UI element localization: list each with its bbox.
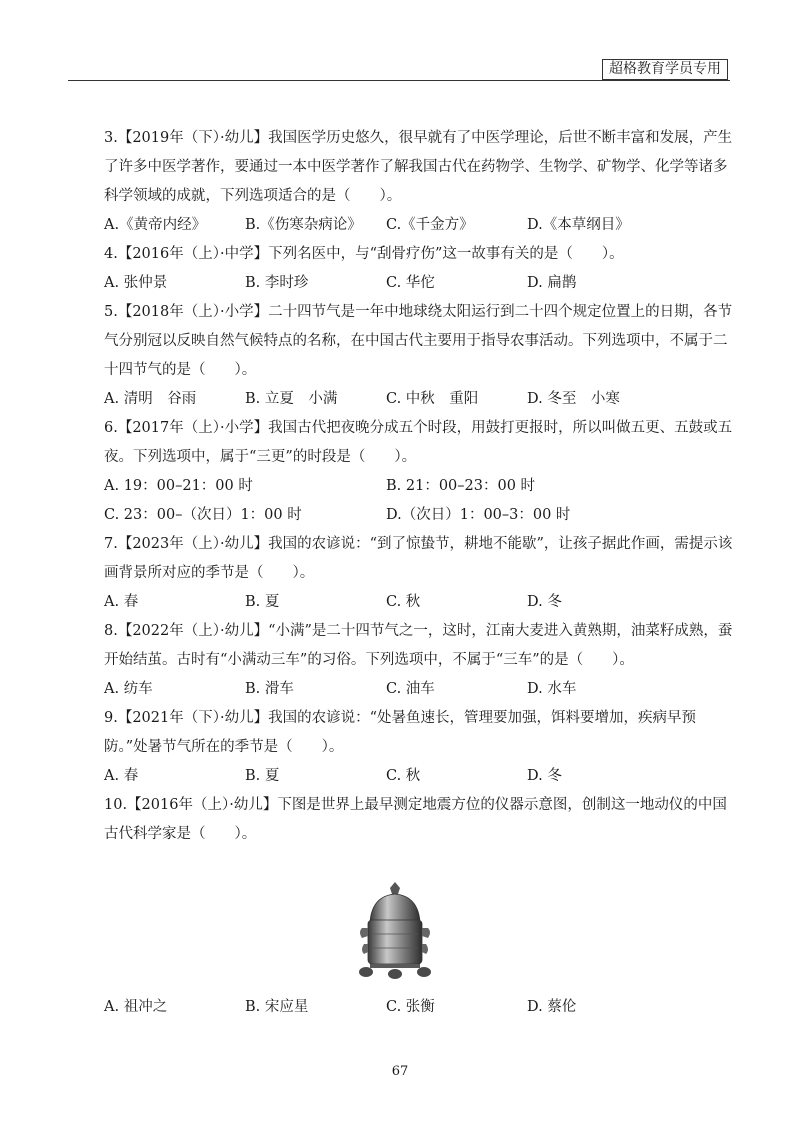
option-a: A. 祖冲之	[104, 999, 168, 1015]
options-row	[104, 993, 734, 1022]
question-list	[104, 124, 734, 849]
question-stem: 10.【2016年（上）·幼儿】下图是世界上最早测定地震方位的仪器示意图，创制这一地动仪的中国古代科学家是（ ）。	[104, 797, 727, 842]
options-row	[104, 762, 734, 791]
options-row	[104, 675, 734, 704]
option-b: B. 宋应星	[245, 999, 309, 1015]
option-d: D.（次日）1：00–3：00 时	[386, 507, 571, 523]
options-row	[104, 385, 734, 414]
option-b: B. 夏	[245, 768, 280, 784]
question-10-options	[104, 993, 734, 1022]
question-stem: 4.【2016年（上）·中学】下列名医中，与“刮骨疗伤”这一故事有关的是（ ）。	[104, 246, 624, 262]
option-d: D. 冬至 小寒	[527, 391, 620, 407]
question-stem: 5.【2018年（上）·小学】二十四节气是一年中地球绕太阳运行到二十四个规定位置上的日期，各节气分别冠以反映自然气候特点的名称，在中国古代主要用于指导农事活动。下列选项中，不属于二十四节气的是（ ）。	[104, 304, 733, 378]
question-10	[104, 791, 734, 849]
option-b: B. 立夏 小满	[245, 391, 338, 407]
option-b: B. 李时珍	[245, 275, 309, 291]
question-stem: 7.【2023年（上）·幼儿】我国的农谚说：“到了惊蛰节，耕地不能歇”，让孩子据此作画，需提示该画背景所对应的季节是（ ）。	[104, 536, 733, 581]
page-number: 67	[391, 1064, 409, 1079]
question-stem: 3.【2019年（下）·幼儿】我国医学历史悠久，很早就有了中医学理论，后世不断丰富和发展，产生了许多中医学著作，要通过一本中医学著作了解我国古代在药物学、生物学、矿物学、化学等诸多科学领域的成就，下列选项适合的是（ ）。	[104, 130, 733, 204]
option-a: A. 春	[104, 768, 139, 784]
question-5	[104, 298, 734, 414]
question-4	[104, 240, 734, 298]
question-3	[104, 124, 734, 240]
option-c: C. 油车	[386, 681, 435, 697]
header-stamp: 超格教育学员专用	[602, 59, 728, 80]
option-a: A. 清明 谷雨	[104, 391, 197, 407]
option-d: D.《本草纲目》	[527, 217, 630, 233]
option-b: B. 夏	[245, 594, 280, 610]
option-b: B. 21：00–23：00 时	[386, 478, 536, 494]
question-stem: 8.【2022年（上）·幼儿】“小满”是二十四节气之一，这时，江南大麦进入黄熟期，油菜籽成熟，蚕开始结茧。古时有“小满动三车”的习俗。下列选项中，不属于“三车”的是（ ）。	[104, 623, 733, 668]
option-b: B. 滑车	[245, 681, 294, 697]
question-stem: 9.【2021年（下）·幼儿】我国的农谚说：“处暑鱼速长，管理要加强，饵料要增加，疾病早预防。”处暑节气所在的季节是（ ）。	[104, 710, 697, 755]
option-a: A. 19：00–21：00 时	[104, 478, 253, 494]
option-d: D. 冬	[527, 594, 562, 610]
option-a: A. 春	[104, 594, 139, 610]
question-7	[104, 530, 734, 617]
options-row	[104, 472, 734, 501]
option-c: C. 中秋 重阳	[386, 391, 479, 407]
option-c: C. 秋	[386, 768, 421, 784]
question-stem: 6.【2017年（上）·小学】我国古代把夜晚分成五个时段，用鼓打更报时，所以叫做五更、五鼓或五夜。下列选项中，属于“三更”的时段是（ ）。	[104, 420, 733, 465]
option-c: C. 秋	[386, 594, 421, 610]
option-b: B.《伤寒杂病论》	[245, 217, 362, 233]
option-d: D. 冬	[527, 768, 562, 784]
option-d: D. 蔡伦	[527, 999, 577, 1015]
question-6	[104, 414, 734, 530]
option-d: D. 水车	[527, 681, 577, 697]
seismoscope-illustration	[352, 882, 438, 982]
option-c: C.《千金方》	[386, 217, 474, 233]
option-c: C. 华佗	[386, 275, 435, 291]
options-row	[104, 588, 734, 617]
option-a: A.《黄帝内经》	[104, 217, 207, 233]
option-c: C. 23：00–（次日）1：00 时	[104, 507, 302, 523]
option-d: D. 扁鹊	[527, 275, 577, 291]
option-a: A. 张仲景	[104, 275, 168, 291]
option-c: C. 张衡	[386, 999, 435, 1015]
question-8	[104, 617, 734, 704]
header-rule	[68, 80, 730, 81]
options-row	[104, 269, 734, 298]
option-a: A. 纺车	[104, 681, 153, 697]
options-row	[104, 501, 734, 530]
question-9	[104, 704, 734, 791]
options-row	[104, 211, 734, 240]
